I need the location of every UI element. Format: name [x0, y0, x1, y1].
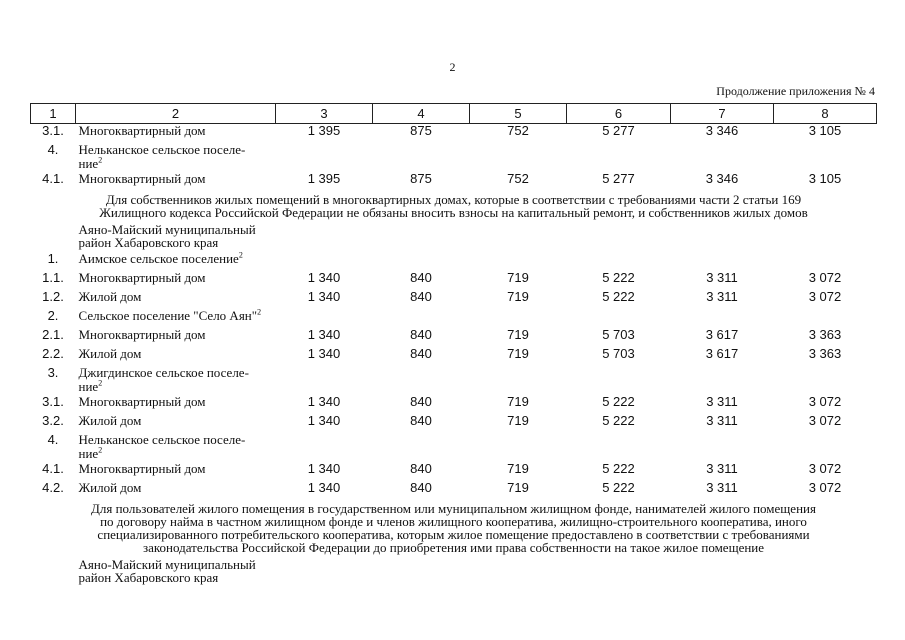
cell-value: 3 072	[808, 461, 842, 476]
district-row	[31, 554, 877, 587]
cell-value: 1 340	[307, 289, 341, 304]
row-name: Многоквартирный дом	[78, 461, 206, 476]
cell-value: 3 363	[808, 346, 842, 361]
cell-value: 1 395	[307, 171, 341, 186]
table-row-group	[31, 366, 877, 395]
row-number: 2.1.	[42, 327, 64, 342]
cell-value: 3 105	[808, 123, 842, 138]
col-header: 1	[31, 104, 76, 124]
cell-value: 3 311	[706, 270, 738, 285]
district-line2: район Хабаровского края	[78, 570, 219, 585]
row-name: Жилой дом	[78, 413, 142, 428]
row-name: Многоквартирный дом	[78, 123, 206, 138]
cell-value: 5 222	[602, 413, 635, 428]
table-row	[31, 290, 877, 309]
cell-value: 3 072	[808, 270, 842, 285]
row-number: 4.	[47, 142, 59, 157]
cell-value: 719	[507, 480, 529, 495]
cell-value: 5 703	[602, 346, 635, 361]
row-name-line1: Джигдинское сельское поселе-	[78, 365, 249, 380]
row-name: Многоквартирный дом	[78, 327, 206, 342]
cell-value: 3 346	[705, 123, 739, 138]
table-row	[31, 172, 877, 191]
cell-value: 3 311	[706, 480, 738, 495]
row-number: 3.	[47, 365, 59, 380]
note-line: Для пользователей жилого помещения в государственном или муниципальном жилищном фонде, нанимателей жилого помещения	[91, 501, 816, 516]
row-name: Жилой дом	[78, 289, 142, 304]
cell-value: 1 340	[307, 327, 341, 342]
cell-value: 3 346	[705, 171, 739, 186]
row-number: 1.	[47, 251, 59, 266]
cell-value: 1 340	[307, 270, 341, 285]
table-row	[31, 347, 877, 366]
cell-value: 719	[507, 289, 529, 304]
cell-value: 840	[410, 461, 432, 476]
row-number: 1.1.	[42, 270, 64, 285]
cell-value: 5 222	[602, 394, 635, 409]
continuation-label: Продолжение приложения № 4	[716, 84, 875, 98]
row-name-line2: ние	[78, 379, 99, 394]
table-row	[31, 395, 877, 414]
tariff-table	[30, 103, 877, 587]
note-line: законодательства Российской Федерации до приобретения ими права собственности на такое жилое помещение	[142, 540, 765, 555]
row-number: 4.	[47, 432, 59, 447]
cell-value: 3 311	[706, 289, 738, 304]
col-header: 7	[671, 104, 774, 124]
cell-value: 719	[507, 270, 529, 285]
cell-value: 719	[507, 346, 529, 361]
table-row	[31, 462, 877, 481]
cell-value: 5 222	[602, 270, 635, 285]
cell-value: 840	[410, 394, 432, 409]
row-number: 3.1.	[42, 394, 64, 409]
cell-value: 1 340	[307, 413, 341, 428]
cell-value: 719	[507, 394, 529, 409]
row-number: 1.2.	[42, 289, 64, 304]
cell-value: 1 395	[307, 123, 341, 138]
row-number: 3.1.	[42, 123, 64, 138]
table-row-group	[31, 252, 877, 271]
section-note	[31, 191, 877, 219]
note-line: специализированного потребительского кооператива, которым жилое помещение предоставлено в соответствии с требованиями	[97, 527, 810, 542]
cell-value: 3 311	[706, 413, 738, 428]
row-name	[76, 433, 276, 462]
table-row	[31, 481, 877, 500]
table-row	[31, 414, 877, 433]
cell-value: 840	[410, 480, 432, 495]
row-number: 3.2.	[42, 413, 64, 428]
footnote-mark: 2	[257, 307, 262, 317]
cell-value: 3 617	[705, 327, 739, 342]
row-name: Многоквартирный дом	[78, 270, 206, 285]
col-header: 3	[276, 104, 373, 124]
row-name-line2: ние	[78, 446, 99, 461]
cell-value: 5 222	[602, 480, 635, 495]
row-name: Сельское поселение "Село Аян"$^2$	[78, 307, 262, 323]
cell-value: 875	[410, 171, 432, 186]
row-name: Жилой дом	[78, 346, 142, 361]
row-name	[76, 143, 276, 172]
cell-value: 3 311	[706, 394, 738, 409]
district-row	[31, 219, 877, 252]
table-row-group	[31, 433, 877, 462]
cell-value: 3 072	[808, 480, 842, 495]
cell-value: 840	[410, 413, 432, 428]
col-header: 4	[373, 104, 470, 124]
cell-value: 3 072	[808, 413, 842, 428]
row-name: Аимское сельское поселение$^2$	[78, 250, 243, 266]
cell-value: 840	[410, 327, 432, 342]
table-row	[31, 271, 877, 290]
cell-value: 3 311	[706, 461, 738, 476]
footnote-mark: 2	[238, 250, 243, 260]
district-name	[76, 219, 877, 252]
cell-value: 875	[410, 123, 432, 138]
row-name-line1: Нельканское сельское поселе-	[78, 142, 246, 157]
cell-value: 5 277	[602, 123, 635, 138]
note-line: Жилищного кодекса Российской Федерации не обязаны вносить взносы на капитальный ремонт, и собственников жилых домов	[99, 205, 808, 220]
district-line2: район Хабаровского края	[78, 235, 219, 250]
note-line: Для собственников жилых помещений в многоквартирных домах, которые в соответствии с требованиями части 2 статьи 169	[105, 192, 802, 207]
cell-value: 719	[507, 327, 529, 342]
district-line1: Аяно-Майский муниципальный	[78, 557, 256, 572]
row-name: Многоквартирный дом	[78, 394, 206, 409]
cell-value: 3 617	[705, 346, 739, 361]
cell-value: 3 072	[808, 289, 842, 304]
cell-value: 719	[507, 461, 529, 476]
col-header: 8	[774, 104, 877, 124]
table-row-group	[31, 143, 877, 172]
table-row	[31, 124, 877, 144]
cell-value: 752	[507, 171, 529, 186]
footnote-mark: 2	[98, 445, 103, 455]
row-number: 2.	[47, 308, 59, 323]
district-name	[76, 554, 877, 587]
row-number: 4.1.	[42, 171, 64, 186]
col-header: 5	[470, 104, 567, 124]
cell-value: 1 340	[307, 394, 341, 409]
cell-value: 840	[410, 289, 432, 304]
header-row	[31, 104, 877, 124]
cell-value: 5 222	[602, 461, 635, 476]
cell-value: 840	[410, 270, 432, 285]
col-header: 6	[567, 104, 671, 124]
cell-value: 3 072	[808, 394, 842, 409]
row-number: 2.2.	[42, 346, 64, 361]
cell-value: 752	[507, 123, 529, 138]
cell-value: 1 340	[307, 461, 341, 476]
col-header: 2	[76, 104, 276, 124]
cell-value: 5 222	[602, 289, 635, 304]
cell-value: 840	[410, 346, 432, 361]
district-line1: Аяно-Майский муниципальный	[78, 222, 256, 237]
footnote-mark: 2	[98, 155, 103, 165]
cell-value: 5 277	[602, 171, 635, 186]
page-number: 2	[449, 60, 456, 74]
row-name-line2: ние	[78, 156, 99, 171]
cell-value: 5 703	[602, 327, 635, 342]
note-line: по договору найма в частном жилищном фонде и членов жилищного кооператива, жилищно-строительного кооператива, иного	[100, 514, 807, 529]
footnote-mark: 2	[98, 378, 103, 388]
section-note	[31, 500, 877, 554]
cell-value: 719	[507, 413, 529, 428]
cell-value: 3 363	[808, 327, 842, 342]
row-name: Многоквартирный дом	[78, 171, 206, 186]
row-name	[76, 366, 276, 395]
table-row	[31, 328, 877, 347]
cell-value: 1 340	[307, 480, 341, 495]
row-name-line1: Нельканское сельское поселе-	[78, 432, 246, 447]
row-name: Жилой дом	[78, 480, 142, 495]
row-number: 4.2.	[42, 480, 64, 495]
cell-value: 1 340	[307, 346, 341, 361]
cell-value: 3 105	[808, 171, 842, 186]
table-row-group	[31, 309, 877, 328]
row-number: 4.1.	[42, 461, 64, 476]
